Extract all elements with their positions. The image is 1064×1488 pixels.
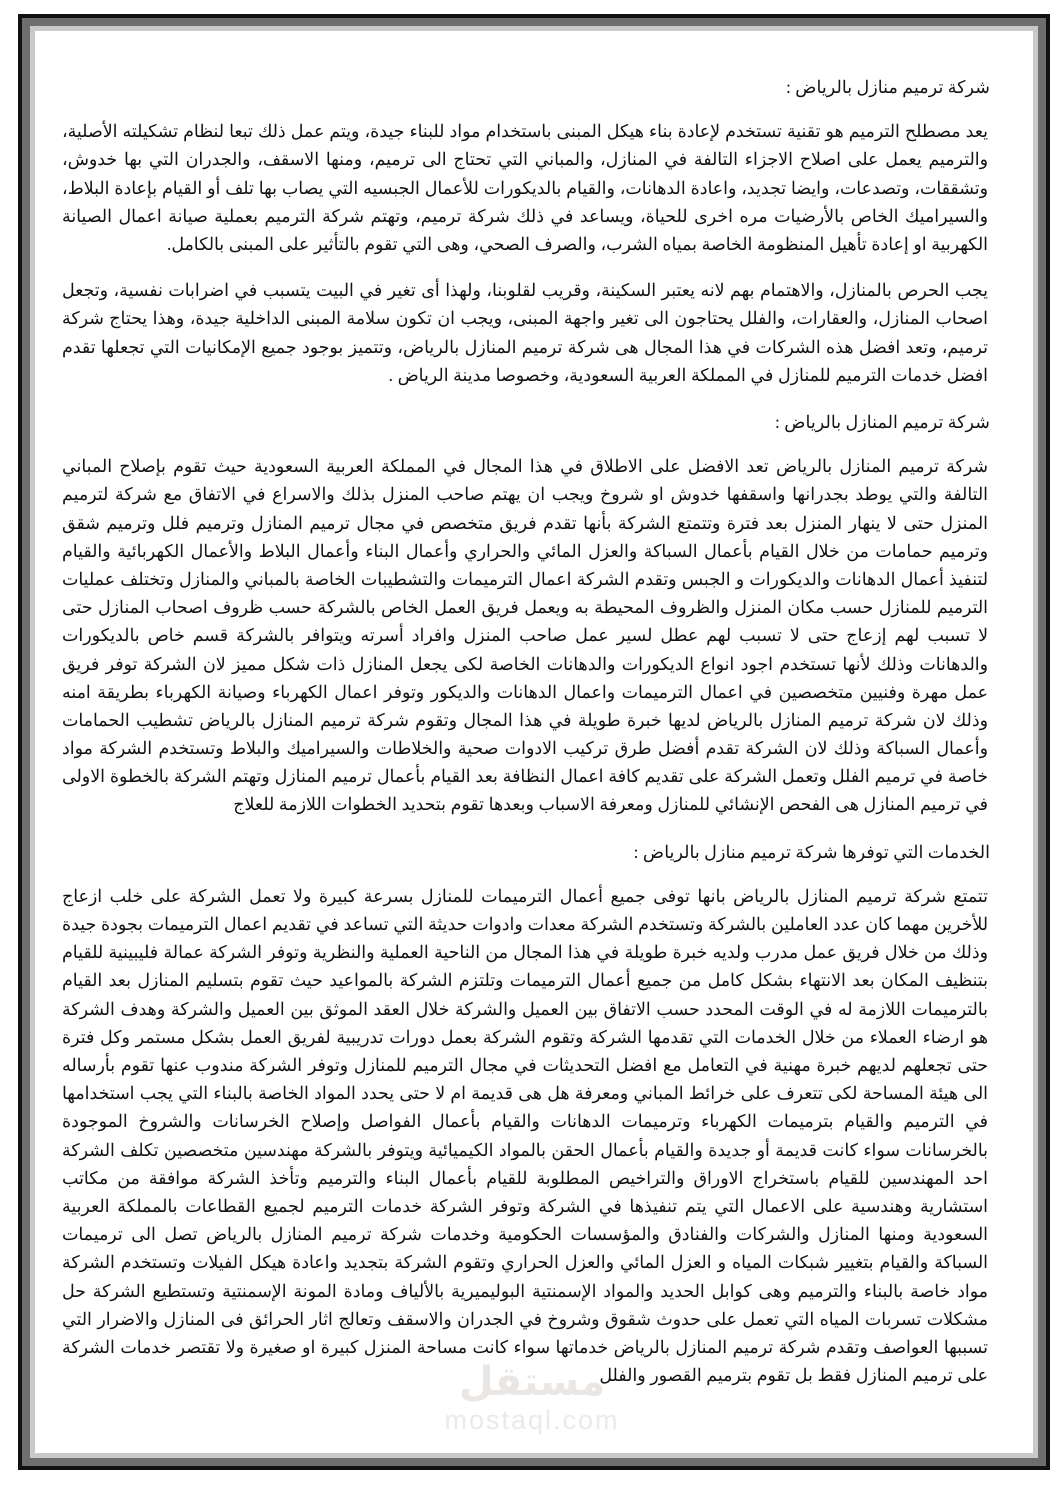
section-heading-2: شركة ترميم المنازل بالرياض : — [774, 411, 990, 432]
section-heading-1: شركة ترميم منازل بالرياض : — [785, 77, 990, 97]
paragraph-4: تتمتع شركة ترميم المنازل بالرياض بانها توفى جميع أعمال الترميمات للمنازل بسرعة كبيرة ولا تعمل الشركة على خلب ازعاج للأخرين مهما كان عدد العاملين بالشركة وتستخدم الشركة معدات وادوات حديثة التي تساعد في تقديم اعمال الترميمات بجودة جيدة وذلك من خلال فريق عمل مدرب ولديه خبرة طويلة في هذا المجال من الناحية العملية والنظرية وتوفر الشركة عمالة فليبينية للقيام بتنظيف المكان بعد الانتهاء بشكل كامل من جميع أعمال الترميمات وتلتزم الشركة بالمواعيد حيث تقوم بتسليم المنازل بعد القيام بالترميمات اللازمة له في الوقت المحدد حسب الاتفاق بين العميل والشركة خلال العقد الموثق بين العميل والشركة وهدف الشركة هو ارضاء العملاء من خلال الخدمات التي تقدمها الشركة وتقوم الشركة بعمل دورات تدريبية لفريق العمل بشكل مستمر وكل فترة حتى تجعلهم لديهم خبرة مهنية في التعامل مع افضل التحديثات في مجال الترميم للمنازل وتوفر الشركة مندوب عنها تقوم بأرساله الى هيئة المساحة لكى تتعرف على خرائط المباني ومعرفة هل هى قديمة ام لا حتى يحدد المواد الخاصة بالبناء التي يجب استخدامها في الترميم والقيام بترميمات الكهرباء وترميمات الدهانات والقيام بأعمال الفواصل وإصلاح الخرسانات والشروخ الموجودة بالخرسانات سواء كانت قديمة أو جديدة والقيام بأعمال الحقن بالمواد الكيميائية ويتوفر بالشركة مهندسين متخصصين تكلف الشركة احد المهندسين للقيام باستخراج الاوراق والتراخيص المطلوبة للقيام بأعمال البناء والترميم وتأخذ الشركة موافقة من مكاتب استشارية وهندسية على الاعمال التي يتم تنفيذها في الشركة وتوفر الشركة خدمات الترميم لجميع القطاعات بالمملكة العربية السعودية ومنها المنازل والشركات والفنادق والمؤسسات الحكومية وخدمات شركة ترميم المنازل بالرياض تصل الى ترميمات السباكة والقيام بتغيير شبكات المياه و العزل المائي والعزل الحراري وتقوم الشركة بتجديد واعادة هيكل الفيلات وتستخدم الشركة مواد خاصة بالبناء والترميم وهى كوابل الحديد والمواد الإسمنتية البوليميرية بالألياف ومادة المونة الإسمنتية وتستطيع الشركة حل مشكلات تسربات المياه التي تعمل على حدوث شقوق وشروخ في الجدران والاسقف وتعالج اثار الحرائق فى المنازل والاضرار التي تسببها العواصف وتقدم شركة ترميم المنازل بالرياض خدماتها سواء كانت مساحة المنزل كبيرة او صغيرة ولا تقتصر خدمات الشركة على ترميم المنازل فقط بل تقوم بترميم القصور والفلل — [62, 885, 988, 1386]
watermark-arabic-text: مستقل — [458, 1360, 606, 1404]
paragraph-1: يعد مصطلح الترميم هو تقنية تستخدم لإعادة بناء هيكل المبنى باستخدام مواد للبناء جيدة، ويتم عمل ذلك تبعا لنظام تشكيلته الأصلية، والترميم يعمل على اصلاح الاجزاء التالفة في المنازل، والمباني التي تحتاج الى ترميم، ومنها الاسقف، والجدران التي بها خدوش، وتشققات، وتصدعات، وايضا تجديد، واعادة الدهانات، والقيام بالديكورات للأعمال الجبسيه التي يصاب بها تلف أو القيام بإعادة البلاط، والسيراميك الخاص بالأرضيات مره اخرى للحياة، ويساعد في ذلك شركة ترميم، وتهتم شركة الترميم بعملية صيانة اعمال الصيانة الكهربية او إعادة تأهيل المنظومة الخاصة بمياه الشرب، والصرف الصحي، وهى التي تقوم بالتأثير على المبنى بالكامل. — [62, 121, 988, 255]
paragraph-2: يجب الحرص بالمنازل، والاهتمام بهم لانه يعتبر السكينة، وقريب لقلوبنا، ولهذا أى تغير في البيت يتسبب في اضرابات نفسية، وتجعل اصحاب المنازل، والعقارات، والفلل يحتاجون الى تغير واجهة المبنى، ويجب ان تكون سلامة المبنى الداخلية جيدة، وهذا يحتاج شركة ترميم، وتعد افضل هذه الشركات في هذا المجال هى شركة ترميم المنازل بالرياض، وتتميز بوجود جميع الإمكانيات التي تجعلها تقدم افضل خدمات الترميم للمنازل في المملكة العربية السعودية، وخصوصا مدينة الرياض . — [62, 280, 988, 385]
section-heading-3: الخدمات التي توفرها شركة ترميم منازل بالرياض : — [633, 841, 990, 862]
watermark-latin-text: mostaql.com — [444, 1405, 620, 1435]
paragraph-3: شركة ترميم المنازل بالرياض تعد الافضل على الاطلاق في هذا المجال في المملكة العربية السعودية حيث تقوم بإصلاح المباني التالفة والتي يوطد بجدرانها واسقفها خدوش او شروخ ويجب ان يهتم صاحب المنزل بذلك والاسراع في الاتفاق مع شركة لترميم المنزل حتى لا ينهار المنزل بعد فترة وتتمتع الشركة بأنها تقدم فريق متخصص في مجال ترميم المنازل وترميم فلل وترميم شقق وترميم حمامات من خلال القيام بأعمال السباكة والعزل المائي والحراري وأعمال البناء وأعمال البلاط والأعمال الكهربائية والقيام لتنفيذ أعمال الدهانات والديكورات و الجبس وتقدم الشركة اعمال الترميمات والتشطيبات الخاصة بالمباني والمنازل وتختلف عمليات الترميم للمنازل حسب مكان المنزل والظروف المحيطة به ويعمل فريق العمل الخاص بالشركة حسب ظروف اصحاب المنازل حتى لا تسبب لهم إزعاج حتى لا تسبب لهم عطل لسير عمل صاحب المنزل وافراد أسرته ويتوافر بالشركة قسم خاص بالديكورات والدهانات وذلك لأنها تستخدم اجود انواع الديكورات والدهانات الخاصة لكى يجعل المنازل ذات شكل مميز لان الشركة توفر فريق عمل مهرة وفنيين متخصصين في اعمال الترميمات واعمال الدهانات والديكور وتوفر اعمال الكهرباء وصيانة الكهرباء بطريقة امنه وذلك لان شركة ترميم المنازل بالرياض لديها خبرة طويلة في هذا المجال وتقوم شركة ترميم المنازل بالرياض تشطيب الحمامات وأعمال السباكة وذلك لان الشركة تقدم أفضل طرق تركيب الادوات صحية والخلاطات والسيراميك والبلاط وتستخدم الشركة مواد خاصة في ترميم الفلل وتعمل الشركة على تقديم كافة اعمال النظافة بعد القيام بأعمال ترميم المنازل وتهتم الشركة بالخطوة الاولى في ترميم المنازل هى الفحص الإنشائي للمنازل ومعرفة الاسباب وبعدها تقوم بتحديد الخطوات اللازمة للعلاج — [62, 456, 988, 815]
